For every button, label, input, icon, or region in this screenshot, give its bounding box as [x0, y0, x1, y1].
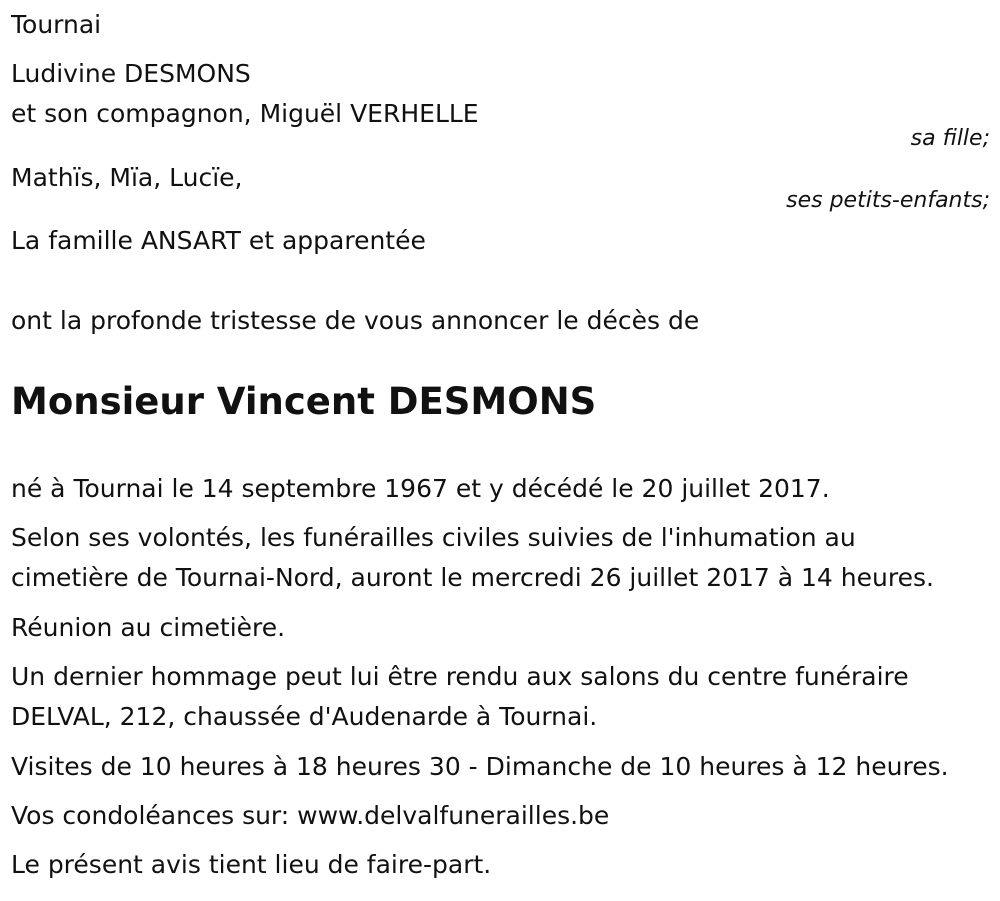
- city-header: Tournai: [11, 10, 102, 39]
- funeral-details-line1: Selon ses volontés, les funérailles civiles suivies de l'inhumation au: [11, 523, 856, 552]
- daughter-name: Ludivine DESMONS: [11, 59, 251, 88]
- grandchildren-relation: ses petits-enfants;: [786, 188, 990, 213]
- funeral-details-line2: cimetière de Tournai-Nord, auront le mercredi 26 juillet 2017 à 14 heures.: [11, 563, 934, 592]
- daughter-relation: sa fille;: [910, 126, 990, 151]
- extended-family: La famille ANSART et apparentée: [11, 226, 426, 255]
- daughter-partner: et son compagnon, Miguël VERHELLE: [11, 99, 479, 128]
- notice-text: Le présent avis tient lieu de faire-part.: [11, 850, 492, 879]
- meeting-place: Réunion au cimetière.: [11, 613, 286, 642]
- tribute-line2: DELVAL, 212, chaussée d'Audenarde à Tournai.: [11, 702, 598, 731]
- announcement-text: ont la profonde tristesse de vous annoncer le décès de: [11, 306, 700, 335]
- visiting-hours: Visites de 10 heures à 18 heures 30 - Dimanche de 10 heures à 12 heures.: [11, 752, 949, 781]
- grandchildren-names: Mathïs, Mïa, Lucïe,: [11, 163, 243, 192]
- deceased-name: Monsieur Vincent DESMONS: [11, 380, 597, 423]
- tribute-line1: Un dernier hommage peut lui être rendu aux salons du centre funéraire: [11, 662, 909, 691]
- condolences-website: Vos condoléances sur: www.delvalfunerailles.be: [11, 801, 610, 830]
- birth-death-dates: né à Tournai le 14 septembre 1967 et y décédé le 20 juillet 2017.: [11, 474, 830, 503]
